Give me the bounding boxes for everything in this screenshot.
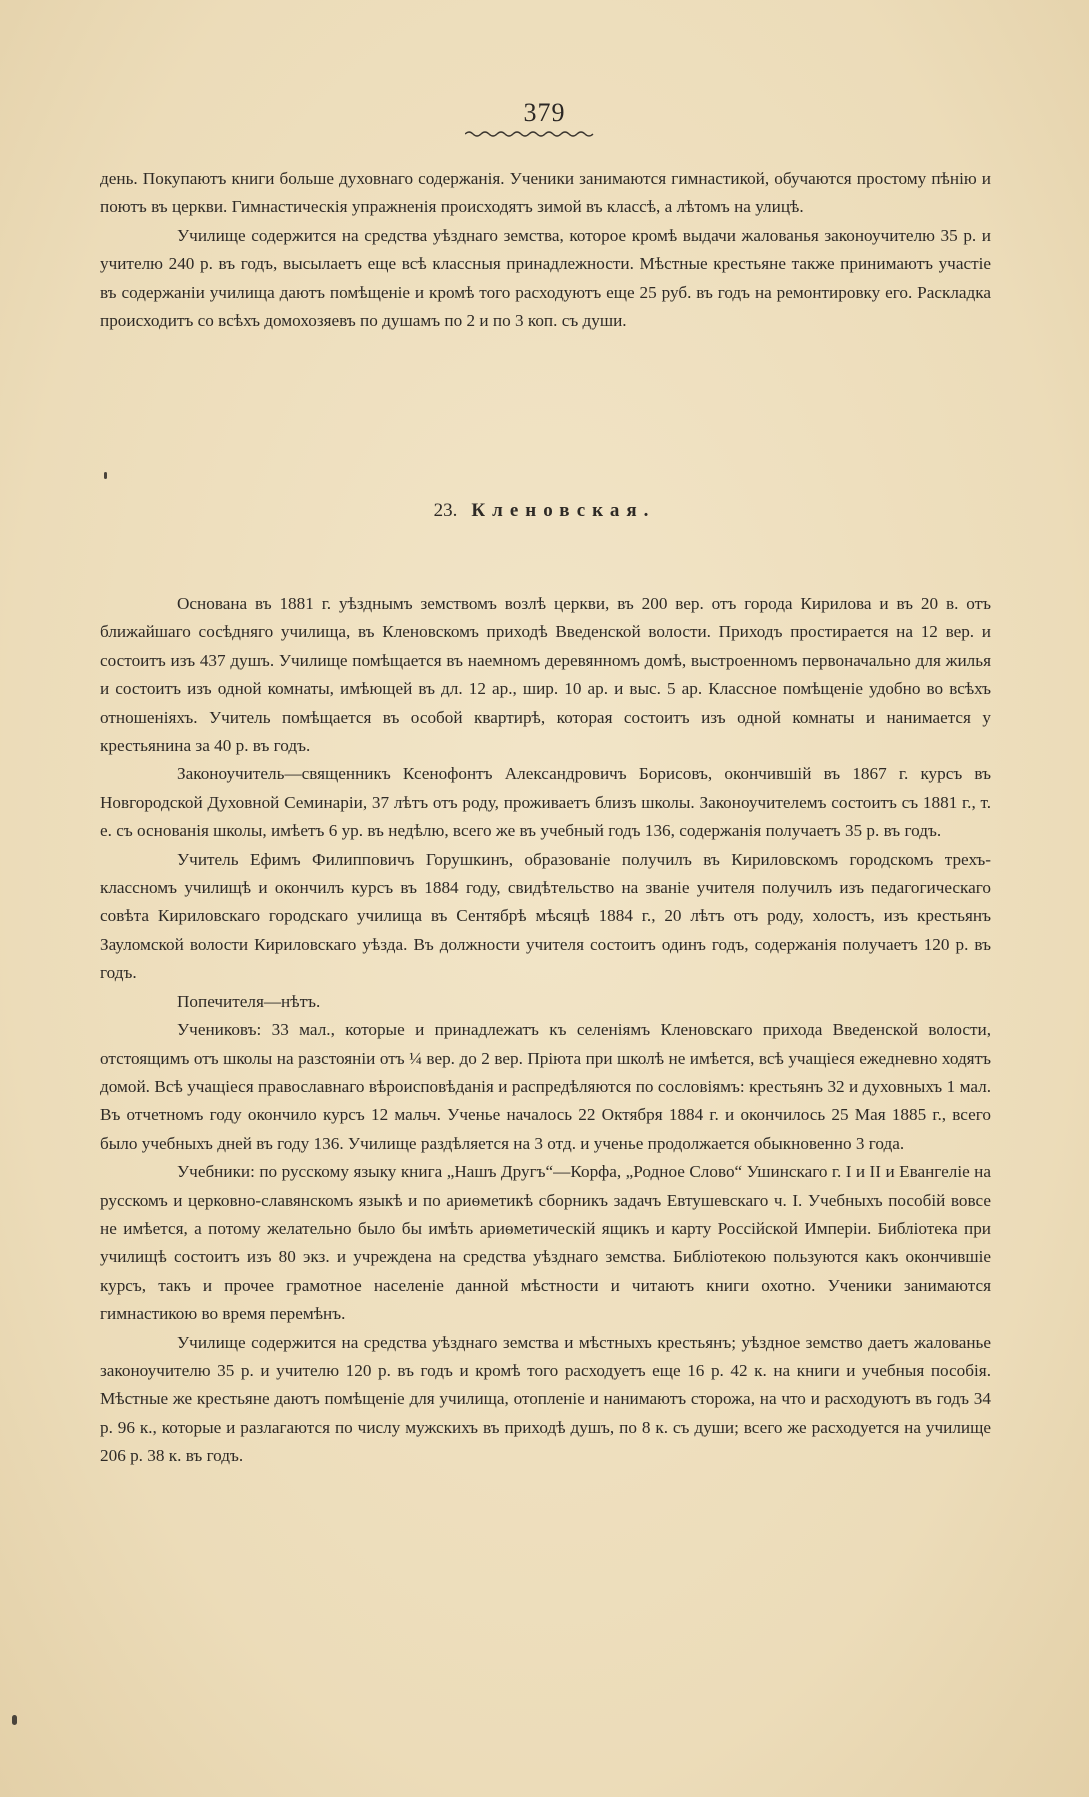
paragraph: Учитель Ефимъ Филипповичъ Горушкинъ, образованіе получилъ въ Кириловскомъ городскомъ трехъ-классномъ училищѣ и окончилъ курсъ въ 1884 году, свидѣтельство на званіе учителя получилъ изъ педагогическаго совѣта Кириловскаго городскаго училища въ Сентябрѣ мѣсяцѣ 1884 г., 20 лѣтъ отъ роду, холостъ, изъ крестьянъ Зауломской волости Кириловскаго уѣзда. Въ должности учителя состоитъ одинъ годъ, содержанія получаетъ 120 р. въ годъ. xyxy=(100,849,991,983)
decorative-wavy-rule xyxy=(465,130,595,138)
section-name: Кленовская. xyxy=(471,500,656,521)
section-heading xyxy=(0,500,1089,522)
paragraph: Основана въ 1881 г. уѣзднымъ земствомъ возлѣ церкви, въ 200 вер. отъ города Кирилова и въ 20 в. отъ ближайшаго сосѣдняго училища, въ Кленовскомъ приходѣ Введенской волости. Приходъ простирается на 12 вер. и состоитъ изъ 437 душъ. Училище помѣщается въ наемномъ деревянномъ домѣ, выстроенномъ первоначально для жилья и состоитъ изъ одной комнаты, имѣющей въ дл. 12 ар., шир. 10 ар. и выс. 5 ар. Классное помѣщеніе удобно во всѣхъ отношеніяхъ. Учитель помѣщается въ особой квартирѣ, которая состоитъ изъ одной комнаты и нанимается у крестьянина за 40 р. въ годъ. xyxy=(100,594,991,756)
ink-speck xyxy=(104,472,107,479)
paragraph: Законоучитель—священникъ Ксенофонтъ Александровичъ Борисовъ, окончившій въ 1867 г. курсъ въ Новгородской Духовной Семинаріи, 37 лѣтъ отъ роду, проживаетъ близъ школы. Законоучителемъ состоитъ съ 1881 г., т. е. съ основанія школы, имѣетъ 6 ур. въ недѣлю, всего же въ учебный годъ 136, содержанія получаетъ 35 р. въ годъ. xyxy=(100,764,991,841)
paragraph: Училище содержится на средства уѣзднаго земства и мѣстныхъ крестьянъ; уѣздное земство даетъ жалованье законоучителю 35 р. и учителю 120 р. въ годъ и кромѣ того расходуетъ еще 16 р. 42 к. на книги и учебныя пособія. Мѣстные же крестьяне даютъ помѣщеніе для училища, отопленіе и нанимаютъ сторожа, на что и расходуютъ въ годъ 34 р. 96 к., которые и разлагаются по числу мужскихъ въ приходѣ душъ, по 8 к. съ души; всего же расходуется на училище 206 р. 38 к. въ годъ. xyxy=(100,1332,991,1466)
top-text-block xyxy=(100,165,991,335)
page-number: 379 xyxy=(523,98,566,127)
section-number: 23. xyxy=(433,500,458,521)
ink-speck xyxy=(12,1715,17,1725)
paragraph: Попечителя—нѣтъ. xyxy=(177,991,321,1011)
paragraph: Учениковъ: 33 мал., которые и принадлежатъ къ селеніямъ Кленовскаго прихода Введенской волости, отстоящимъ отъ школы на разстояніи отъ ¼ вер. до 2 вер. Пріюта при школѣ не имѣется, всѣ учащіеся ежедневно ходятъ домой. Всѣ учащіеся православнаго вѣроисповѣданія и распредѣляются по сословіямъ: крестьянъ 32 и духовныхъ 1 мал. Въ отчетномъ году окончило курсъ 12 мальч. Ученье началось 22 Октября 1884 г. и окончилось 25 Мая 1885 г., всего было учебныхъ дней въ году 136. Училище раздѣляется на 3 отд. и ученье продолжается обыкновенно 3 года. xyxy=(100,1020,991,1153)
main-text-block xyxy=(100,590,991,1471)
paragraph: Училище содержится на средства уѣзднаго земства, которое кромѣ выдачи жалованья законоучителю 35 р. и учителю 240 р. въ годъ, высылаетъ еще всѣ классныя принадлежности. Мѣстные крестьяне также принимаютъ участіе въ содержаніи училища даютъ помѣщеніе и кромѣ того расходуютъ еще 25 руб. въ годъ на ремонтировку его. Раскладка происходитъ со всѣхъ домохозяевъ по душамъ по 2 и по 3 коп. съ души. xyxy=(100,225,991,331)
paragraph: Учебники: по русскому языку книга „Нашъ Другъ“—Корфа, „Родное Слово“ Ушинскаго г. I и II и Евангеліе на русскомъ и церковно-славянскомъ языкѣ и по ариѳметикѣ сборникъ задачъ Евтушевскаго ч. I. Учебныхъ пособій вовсе не имѣется, а потому желательно было бы имѣть ариѳметическій ящикъ и карту Россійской Имперіи. Библіотека при училищѣ состоитъ изъ 80 экз. и учреждена на средства уѣзднаго земства. Библіотекою пользуются какъ окончившіе курсъ, такъ и прочее грамотное населеніе данной мѣстности и читаютъ книги охотно. Ученики занимаются гимнастикою во время перемѣнъ. xyxy=(100,1162,991,1324)
paragraph: день. Покупаютъ книги больше духовнаго содержанія. Ученики занимаются гимнастикой, обучаются простому пѣнію и поютъ въ церкви. Гимнастическія упражненія происходятъ зимой въ классѣ, а лѣтомъ на улицѣ. xyxy=(100,169,991,217)
